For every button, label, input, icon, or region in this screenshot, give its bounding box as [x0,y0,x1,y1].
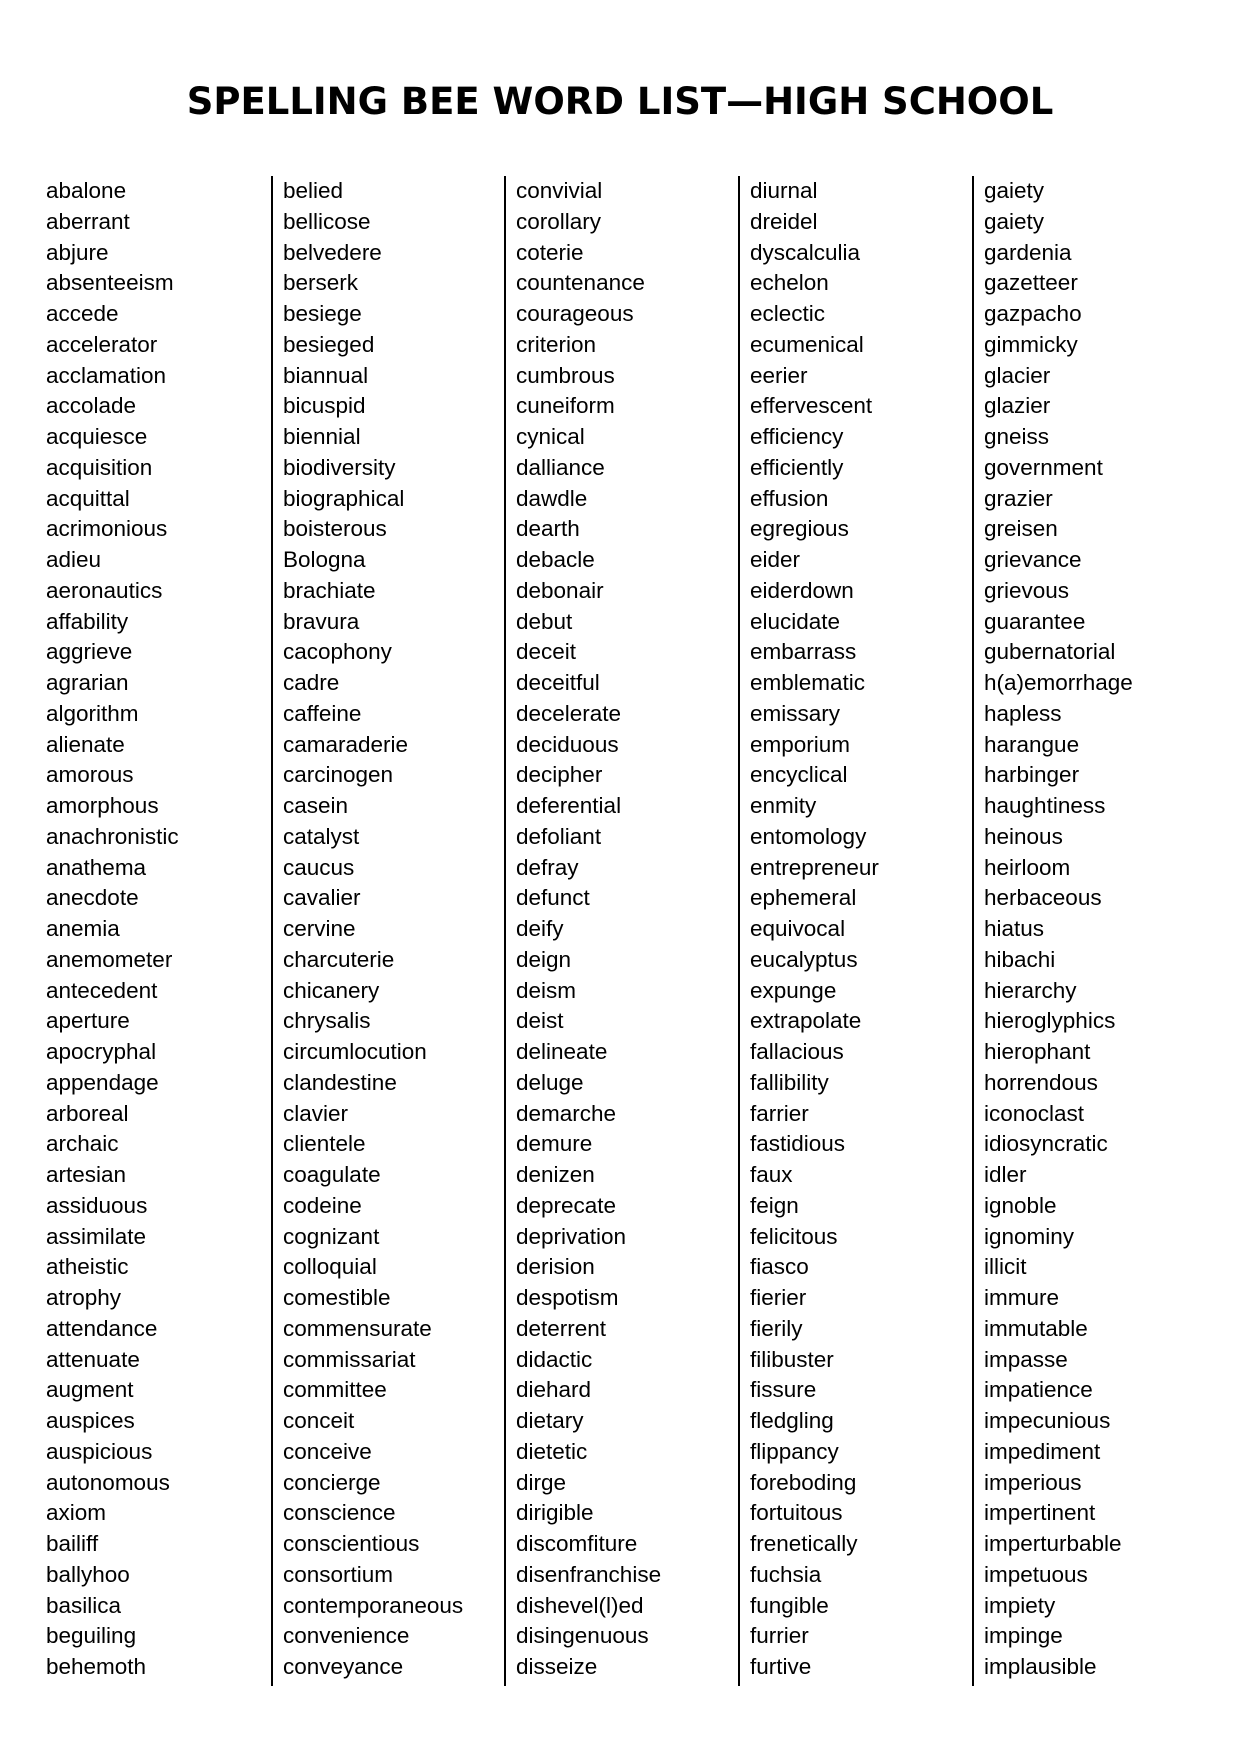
word-item: accede [46,301,119,326]
word-item: conceive [283,1438,372,1464]
word-item: anachronistic [46,823,179,849]
word-item: behemoth [46,1654,147,1679]
word-item: accelerator [46,331,158,357]
word-item: artesian [46,1162,127,1187]
word-item: convivial [516,178,603,203]
word-item: fortuitous [750,1500,843,1526]
word-item: dawdle [516,485,588,511]
word-item: impiety [984,1592,1056,1618]
word-item: impetuous [984,1561,1088,1587]
word-item: auspicious [46,1438,153,1464]
word-item: acquiesce [46,424,148,449]
word-item: fallacious [750,1039,844,1064]
word-item: biannual [283,362,369,388]
word-item: implausible [984,1654,1097,1679]
word-item: idiosyncratic [984,1131,1108,1157]
word-item: beguiling [46,1623,137,1649]
word-item: biennial [283,424,361,449]
word-item: appendage [46,1069,159,1095]
word-item: didactic [516,1346,593,1372]
word-item: fledgling [750,1408,834,1433]
word-item: demarche [516,1100,617,1126]
word-item: h(a)emorrhage [984,670,1133,695]
word-item: charcuterie [283,946,395,972]
word-item: dirge [516,1469,567,1495]
word-item: impertinent [984,1500,1096,1526]
word-item: clandestine [283,1069,397,1095]
word-item: ignoble [984,1192,1057,1218]
word-item: dishevel(l)ed [516,1592,644,1618]
word-item: acrimonious [46,516,168,542]
word-item: hierarchy [984,977,1077,1003]
word-item: chrysalis [283,1008,371,1034]
word-item: committee [283,1377,387,1403]
word-item: felicitous [750,1223,838,1249]
word-item: debonair [516,577,604,603]
word-item: debacle [516,547,595,572]
word-item: frenetically [750,1531,858,1556]
word-item: deprivation [516,1223,627,1249]
word-item: efficiency [750,424,844,449]
word-item: flippancy [750,1438,839,1464]
word-item: cacophony [283,639,392,665]
word-item: deterrent [516,1315,607,1341]
word-item: dyscalculia [750,239,861,265]
word-item: gubernatorial [984,639,1116,665]
word-item: accolade [46,393,137,419]
word-item: courageous [516,301,634,326]
word-item: farrier [750,1100,809,1126]
word-item: basilica [46,1592,122,1618]
word-item: convenience [283,1623,410,1649]
word-item: belvedere [283,239,382,265]
word-item: equivocal [750,916,846,941]
word-item: embarrass [750,639,857,665]
word-item: abalone [46,178,127,203]
word-item: besieged [283,331,375,357]
word-item: carcinogen [283,762,394,788]
word-item: colloquial [283,1254,377,1280]
word-item: elucidate [750,608,841,634]
word-item: affability [46,608,129,634]
word-item: bailiff [46,1531,99,1556]
word-item: impinge [984,1623,1063,1649]
word-item: belied [283,178,344,203]
word-item: fierier [750,1285,807,1310]
word-item: enmity [750,793,817,818]
word-list-columns [0,176,1240,1686]
word-item: effervescent [750,393,873,419]
word-item: aberrant [46,208,130,234]
word-item: eider [750,547,801,572]
word-item: anathema [46,854,147,880]
word-item: fungible [750,1592,829,1618]
word-item: ballyhoo [46,1561,130,1587]
word-item: harbinger [984,762,1080,788]
word-item: gaiety [984,208,1045,234]
word-item: fallibility [750,1069,829,1095]
word-item: furrier [750,1623,809,1649]
word-item: augment [46,1377,134,1403]
word-item: auspices [46,1408,135,1433]
word-item: fuchsia [750,1561,822,1587]
word-item: impatience [984,1377,1093,1403]
word-item: assiduous [46,1192,148,1218]
word-item: government [984,454,1103,480]
word-item: disseize [516,1654,598,1679]
word-item: contemporaneous [283,1592,464,1618]
word-item: deism [516,977,577,1003]
word-item: deluge [516,1069,584,1095]
word-item: entrepreneur [750,854,879,880]
word-column-5 [972,176,1208,1686]
word-item: hapless [984,700,1062,726]
word-item: faux [750,1162,793,1187]
word-item: ephemeral [750,885,857,911]
word-item: comestible [283,1285,391,1310]
word-item: deist [516,1008,564,1034]
word-item: clientele [283,1131,366,1157]
word-item: autonomous [46,1469,170,1495]
word-item: cervine [283,916,356,941]
word-item: deceit [516,639,577,665]
page-title: SPELLING BEE WORD LIST—HIGH SCHOOL [186,80,1054,123]
word-item: arboreal [46,1100,129,1126]
word-item: dirigible [516,1500,594,1526]
word-item: dietary [516,1408,584,1433]
word-item: fiasco [750,1254,809,1280]
word-item: caffeine [283,700,362,726]
word-item: commissariat [283,1346,416,1372]
word-item: decelerate [516,700,622,726]
word-item: anemia [46,916,120,941]
word-item: biodiversity [283,454,396,480]
word-item: criterion [516,331,597,357]
word-list [740,176,974,1683]
word-item: anecdote [46,885,139,911]
word-item: archaic [46,1131,119,1157]
word-item: camaraderie [283,731,409,757]
word-item: ecumenical [750,331,864,357]
word-item: adieu [46,547,102,572]
word-item: cognizant [283,1223,380,1249]
word-item: Bologna [283,547,366,572]
word-item: discomfiture [516,1531,638,1556]
word-item: corollary [516,208,602,234]
word-item: efficiently [750,454,844,480]
word-item: absenteeism [46,270,174,296]
word-item: iconoclast [984,1100,1085,1126]
word-item: debut [516,608,573,634]
word-item: assimilate [46,1223,147,1249]
word-item: demure [516,1131,593,1157]
word-item: hiatus [984,916,1045,941]
word-item: emissary [750,700,841,726]
word-item: dalliance [516,454,605,480]
word-item: foreboding [750,1469,857,1495]
word-item: commensurate [283,1315,432,1341]
word-item: countenance [516,270,645,296]
word-item: cuneiform [516,393,615,419]
word-item: denizen [516,1162,595,1187]
word-item: gneiss [984,424,1050,449]
word-item: decipher [516,762,603,788]
word-item: berserk [283,270,359,296]
word-item: cadre [283,670,340,695]
word-item: deprecate [516,1192,617,1218]
word-item: besiege [283,301,362,326]
word-item: atrophy [46,1285,122,1310]
word-item: guarantee [984,608,1086,634]
word-item: disenfranchise [516,1561,662,1587]
word-item: imperious [984,1469,1082,1495]
word-item: dietetic [516,1438,588,1464]
word-item: greisen [984,516,1058,542]
word-item: codeine [283,1192,362,1218]
word-item: extrapolate [750,1008,862,1034]
word-item: impecunious [984,1408,1111,1433]
word-item: effusion [750,485,829,511]
word-item: concierge [283,1469,381,1495]
word-item: caucus [283,854,355,880]
word-item: deign [516,946,572,972]
word-item: eiderdown [750,577,854,603]
word-item: filibuster [750,1346,834,1372]
word-item: dearth [516,516,580,542]
word-item: eucalyptus [750,946,858,972]
word-item: emblematic [750,670,866,695]
word-item: diurnal [750,178,818,203]
word-item: fissure [750,1377,817,1403]
word-item: acquisition [46,454,153,480]
word-item: harangue [984,731,1080,757]
word-item: casein [283,793,349,818]
word-item: aeronautics [46,577,163,603]
word-item: attendance [46,1315,158,1341]
word-item: aggrieve [46,639,133,665]
word-item: conscience [283,1500,396,1526]
word-item: impediment [984,1438,1101,1464]
word-item: bicuspid [283,393,366,419]
word-item: illicit [984,1254,1027,1280]
word-list [974,176,1208,1683]
word-item: conscientious [283,1531,420,1556]
word-item: imperturbable [984,1531,1122,1556]
word-item: glazier [984,393,1051,419]
word-item: heinous [984,823,1063,849]
word-item: chicanery [283,977,380,1003]
word-column-4 [738,176,974,1686]
word-item: feign [750,1192,799,1218]
word-item: aperture [46,1008,130,1034]
word-item: ignominy [984,1223,1075,1249]
word-item: anemometer [46,946,173,972]
word-item: clavier [283,1100,349,1126]
word-item: hierophant [984,1039,1091,1064]
word-item: cavalier [283,885,361,911]
word-item: deceitful [516,670,600,695]
word-item: haughtiness [984,793,1106,818]
word-item: axiom [46,1500,107,1526]
word-item: encyclical [750,762,848,788]
word-item: catalyst [283,823,360,849]
word-item: coterie [516,239,584,265]
word-item: derision [516,1254,595,1280]
word-item: alienate [46,731,125,757]
word-item: immutable [984,1315,1088,1341]
word-item: biographical [283,485,405,511]
word-item: deferential [516,793,622,818]
word-item: fierily [750,1315,803,1341]
word-item: grazier [984,485,1053,511]
word-item: acclamation [46,362,167,388]
word-item: algorithm [46,700,139,726]
word-item: immure [984,1285,1060,1310]
word-item: defoliant [516,823,602,849]
word-item: gazpacho [984,301,1082,326]
word-column-3 [504,176,740,1686]
word-item: expunge [750,977,837,1003]
word-item: attenuate [46,1346,140,1372]
word-item: impasse [984,1346,1068,1372]
word-item: emporium [750,731,851,757]
word-item: antecedent [46,977,158,1003]
word-item: defray [516,854,579,880]
word-item: boisterous [283,516,387,542]
word-item: horrendous [984,1069,1098,1095]
word-item: coagulate [283,1162,381,1187]
word-column-2 [271,176,506,1686]
word-item: glacier [984,362,1051,388]
word-item: grievous [984,577,1070,603]
word-item: gardenia [984,239,1072,265]
word-item: brachiate [283,577,376,603]
word-item: gaiety [984,178,1045,203]
word-item: diehard [516,1377,592,1403]
word-item: circumlocution [283,1039,427,1064]
word-item: dreidel [750,208,818,234]
word-item: conveyance [283,1654,404,1679]
word-item: gimmicky [984,331,1078,357]
word-item: deciduous [516,731,619,757]
word-item: herbaceous [984,885,1102,911]
word-item: acquittal [46,485,130,511]
word-item: furtive [750,1654,812,1679]
word-item: eerier [750,362,808,388]
word-list [506,176,740,1683]
word-item: entomology [750,823,867,849]
word-item: hieroglyphics [984,1008,1116,1034]
word-item: cumbrous [516,362,615,388]
word-item: eclectic [750,301,826,326]
word-list [46,176,271,1683]
word-item: conceit [283,1408,355,1433]
word-item: defunct [516,885,590,911]
word-item: fastidious [750,1131,846,1157]
word-item: atheistic [46,1254,129,1280]
word-item: gazetteer [984,270,1078,296]
word-item: hibachi [984,946,1056,972]
word-item: despotism [516,1285,619,1310]
word-item: cynical [516,424,585,449]
word-item: disingenuous [516,1623,649,1649]
word-item: abjure [46,239,109,265]
word-item: amorphous [46,793,159,818]
word-column-1 [46,176,271,1686]
word-item: apocryphal [46,1039,157,1064]
word-item: bellicose [283,208,371,234]
word-item: egregious [750,516,849,542]
word-item: consortium [283,1561,394,1587]
word-item: bravura [283,608,360,634]
word-item: delineate [516,1039,608,1064]
word-list [273,176,506,1683]
word-item: idler [984,1162,1027,1187]
word-item: grievance [984,547,1082,572]
word-item: agrarian [46,670,129,695]
word-item: echelon [750,270,829,296]
word-item: deify [516,916,564,941]
word-item: heirloom [984,854,1071,880]
word-item: amorous [46,762,134,788]
